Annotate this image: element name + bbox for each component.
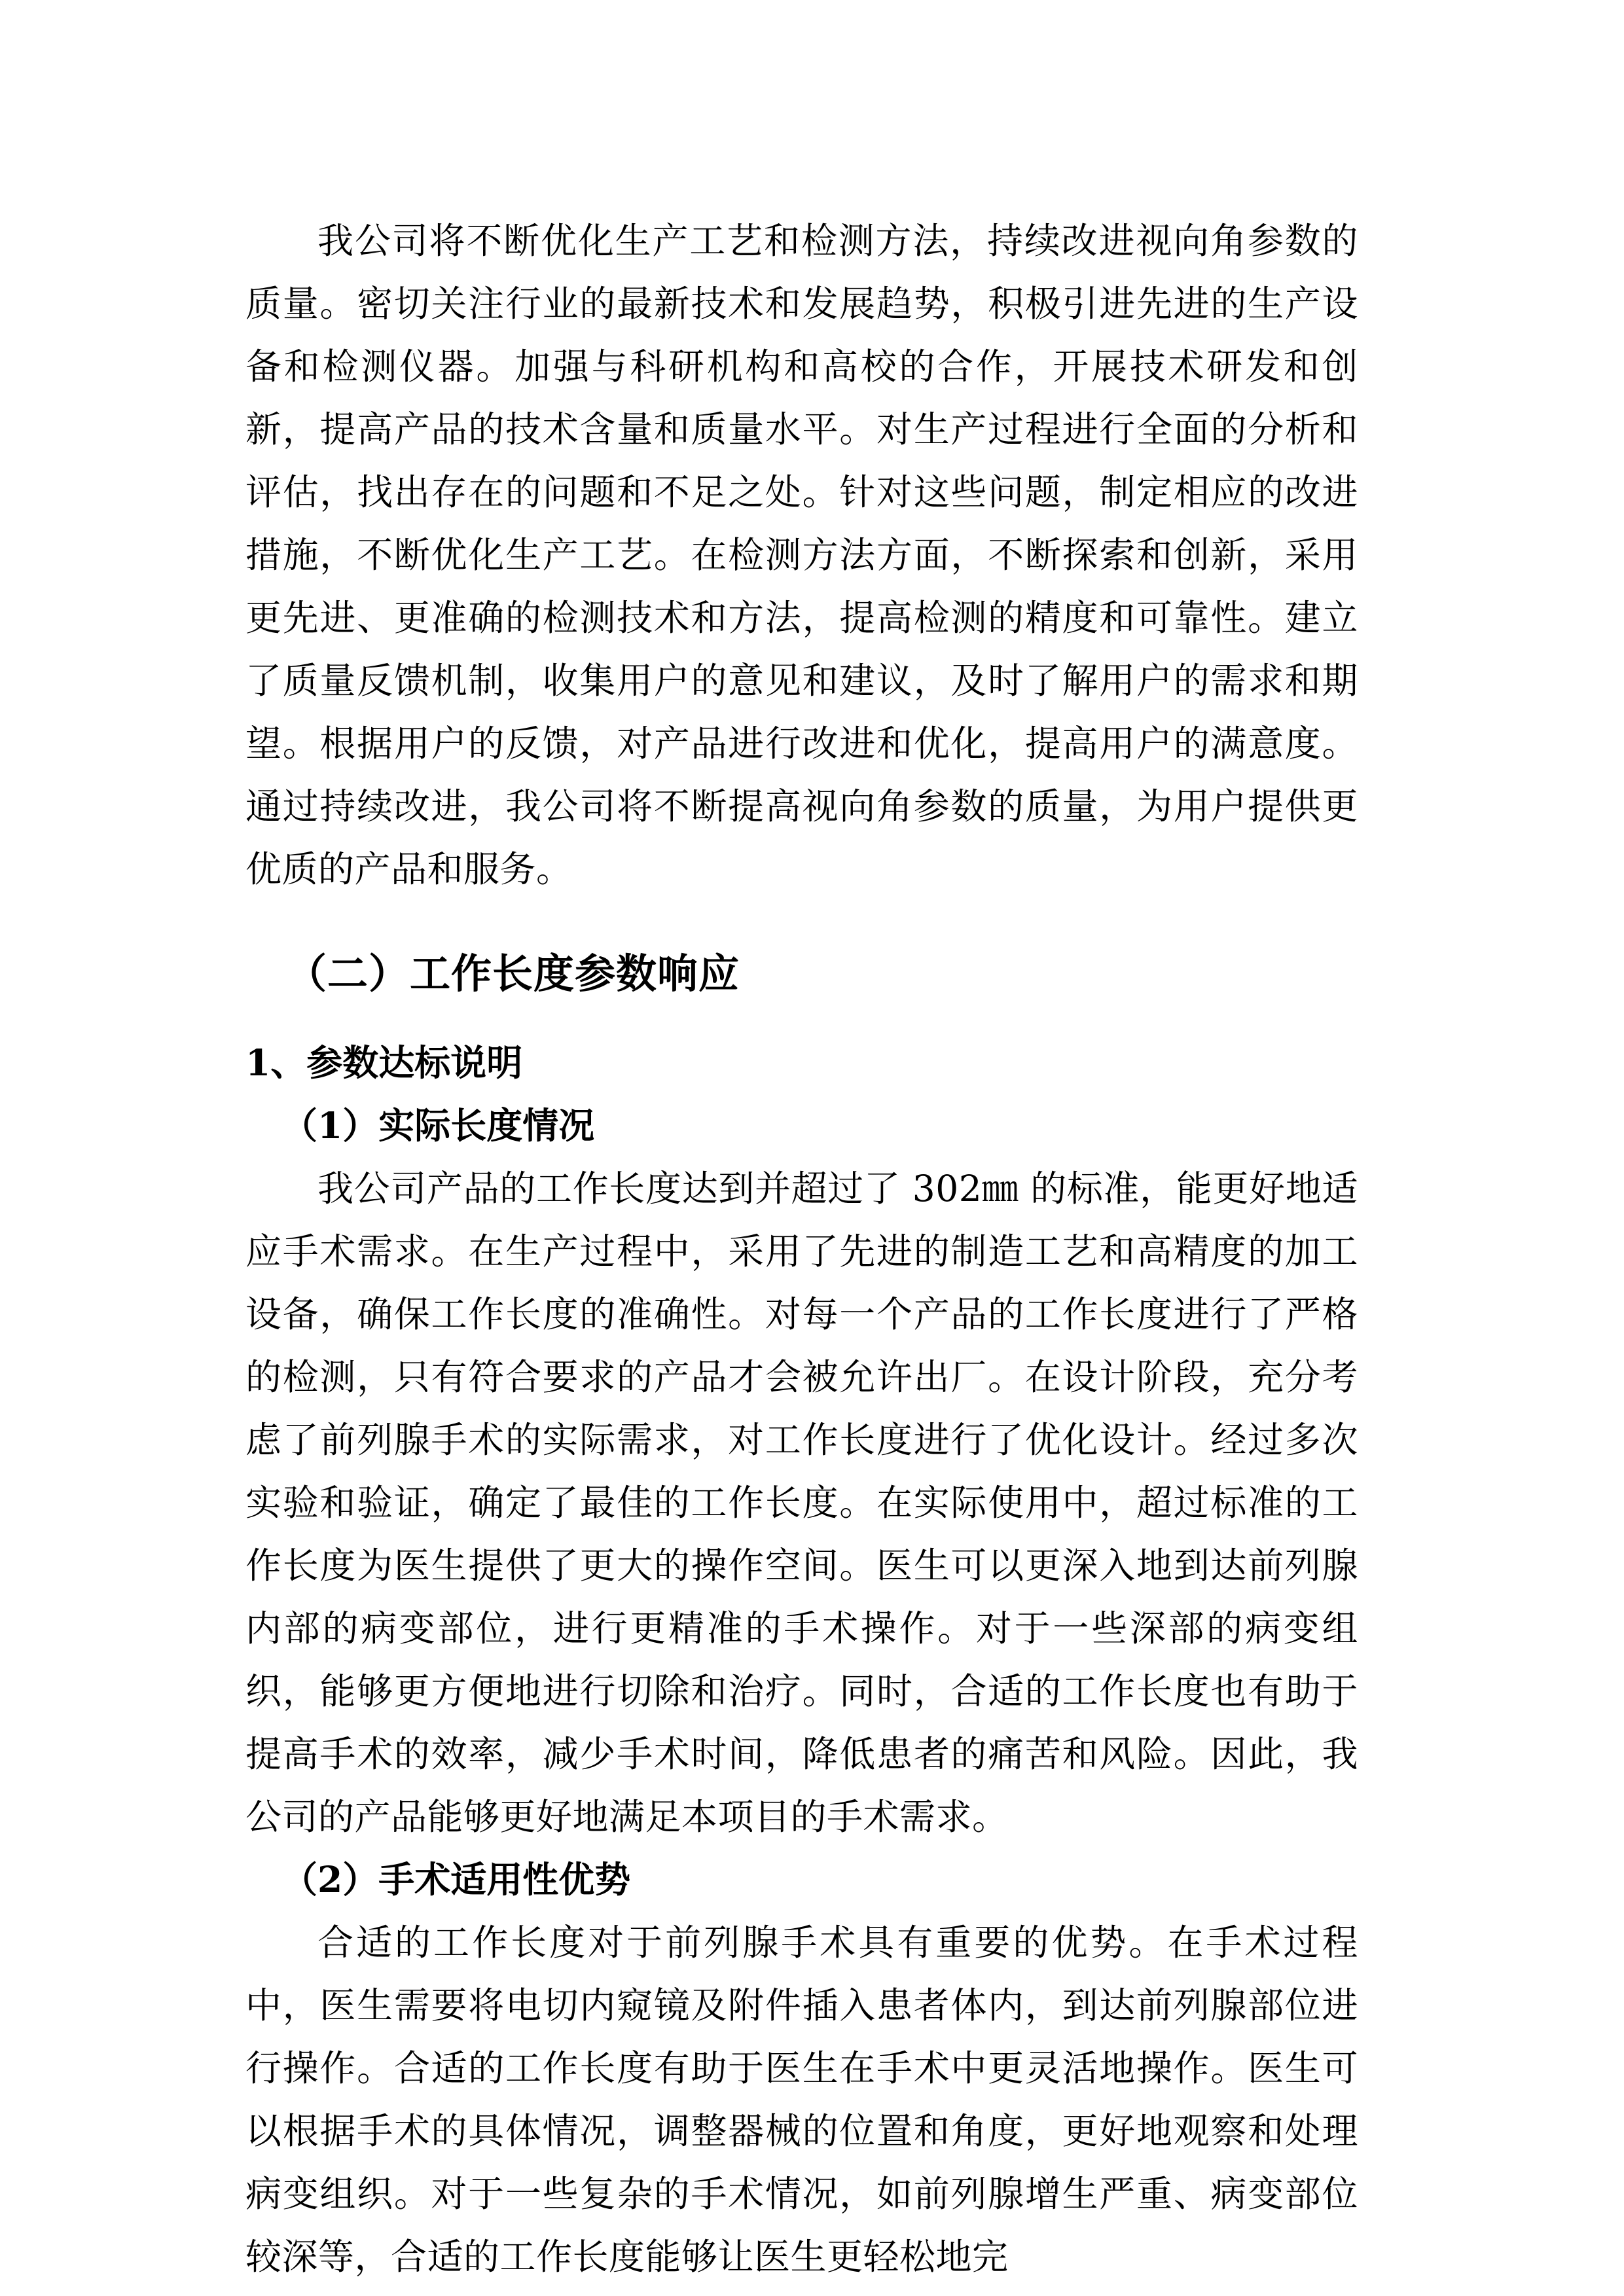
document-body	[245, 209, 1358, 2288]
item-2-heading: （2）手术适用性优势	[281, 1858, 631, 1901]
item-1-heading: （1）实际长度情况	[281, 1104, 595, 1147]
intro-paragraph: 我公司将不断优化生产工艺和检测方法，持续改进视向角参数的质量。密切关注行业的最新技术和发展趋势，积极引进先进的生产设备和检测仪器。加强与科研机构和高校的合作，开展技术研发和创新，提高产品的技术含量和质量水平。对生产过程进行全面的分析和评估，找出存在的问题和不足之处。针对这些问题，制定相应的改进措施，不断优化生产工艺。在检测方法方面，不断探索和创新，采用更先进、更准确的检测技术和方法，提高检测的精度和可靠性。建立了质量反馈机制，收集用户的意见和建议，及时了解用户的需求和期望。根据用户的反馈，对产品进行改进和优化，提高用户的满意度。通过持续改进，我公司将不断提高视向角参数的质量，为用户提供更优质的产品和服务。	[245, 220, 1358, 890]
item-1-paragraph: 我公司产品的工作长度达到并超过了 302㎜ 的标准，能更好地适应手术需求。在生产过程中，采用了先进的制造工艺和高精度的加工设备，确保工作长度的准确性。对每一个产品的工作长度进行了严格的检测，只有符合要求的产品才会被允许出厂。在设计阶段，充分考虑了前列腺手术的实际需求，对工作长度进行了优化设计。经过多次实验和验证，确定了最佳的工作长度。在实际使用中，超过标准的工作长度为医生提供了更大的操作空间。医生可以更深入地到达前列腺内部的病变部位，进行更精准的手术操作。对于一些深部的病变组织，能够更方便地进行切除和治疗。同时，合适的工作长度也有助于提高手术的效率，减少手术时间，降低患者的痛苦和风险。因此，我公司的产品能够更好地满足本项目的手术需求。	[245, 1168, 1358, 1838]
section-heading: （二）工作长度参数响应	[286, 950, 740, 997]
subsection-heading: 1、参数达标说明	[245, 1041, 523, 1084]
item-2-paragraph: 合适的工作长度对于前列腺手术具有重要的优势。在手术过程中，医生需要将电切内窥镜及附件插入患者体内，到达前列腺部位进行操作。合适的工作长度有助于医生在手术中更灵活地操作。医生可以根据手术的具体情况，调整器械的位置和角度，更好地观察和处理病变组织。对于一些复杂的手术情况，如前列腺增生严重、病变部位较深等，合适的工作长度能够让医生更轻松地完	[245, 1922, 1358, 2278]
